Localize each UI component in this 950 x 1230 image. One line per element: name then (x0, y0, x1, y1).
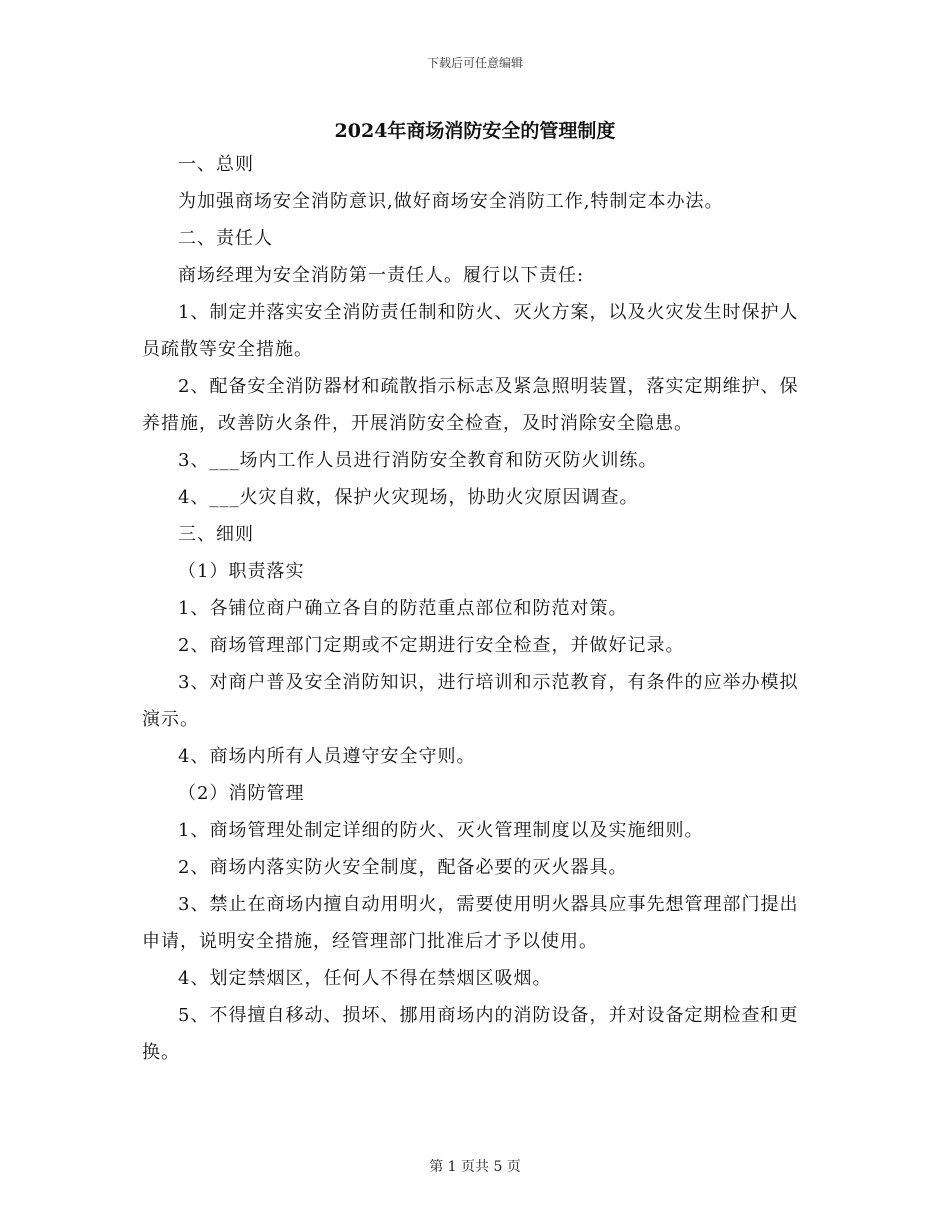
list-item: 2、配备安全消防器材和疏散指示标志及紧急照明装置，落实定期维护、保养措施，改善防火条件，开展消防安全检查，及时消除安全隐患。 (142, 376, 799, 434)
section-heading: 三、细则 (178, 524, 254, 545)
document-title: 2024年商场消防安全的管理制度 (334, 120, 616, 142)
page-footer: 第 1 页共 5 页 (429, 1159, 521, 1175)
list-item: 2、商场内落实防火安全制度，配备必要的灭火器具。 (178, 857, 628, 878)
paragraph: 为加强商场安全消防意识,做好商场安全消防工作,特制定本办法。 (178, 191, 724, 212)
list-item: 5、不得擅自移动、损坏、挪用商场内的消防设备，并对设备定期检查和更换。 (142, 1005, 799, 1063)
subsection-heading: （2）消防管理 (178, 783, 305, 804)
section-heading: 二、责任人 (178, 228, 273, 249)
page-header-note: 下载后可任意编辑 (426, 56, 523, 70)
list-item: 4、划定禁烟区，任何人不得在禁烟区吸烟。 (178, 968, 552, 989)
list-item: 1、制定并落实安全消防责任制和防火、灭火方案，以及火灾发生时保护人员疏散等安全措施。 (142, 302, 799, 360)
list-item: 3、___场内工作人员进行消防安全教育和防灭防火训练。 (178, 450, 658, 471)
list-item: 1、各铺位商户确立各自的防范重点部位和防范对策。 (178, 598, 628, 619)
paragraph: 商场经理为安全消防第一责任人。履行以下责任: (178, 265, 585, 286)
list-item: 4、商场内所有人员遵守安全守则。 (178, 746, 476, 767)
section-heading: 一、总则 (178, 154, 254, 175)
list-item: 3、禁止在商场内擅自动用明火，需要使用明火器具应事先想管理部门提出申请，说明安全措施，经管理部门批准后才予以使用。 (142, 894, 799, 952)
list-item: 4、___火灾自救，保护火灾现场，协助火灾原因调查。 (178, 487, 639, 508)
subsection-heading: （1）职责落实 (178, 561, 305, 582)
document-body (142, 146, 812, 1071)
list-item: 1、商场管理处制定详细的防火、灭火管理制度以及实施细则。 (178, 820, 704, 841)
list-item: 2、商场管理部门定期或不定期进行安全检查，并做好记录。 (178, 635, 685, 656)
list-item: 3、对商户普及安全消防知识，进行培训和示范教育，有条件的应举办模拟演示。 (142, 672, 799, 730)
